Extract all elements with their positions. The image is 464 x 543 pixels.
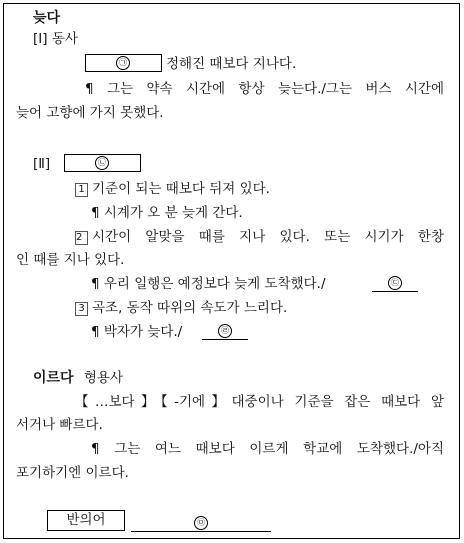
section-1-label: [Ⅰ] [33, 31, 48, 47]
section-2-label: [Ⅱ] [33, 156, 51, 172]
example-1-line-2: 늦어 고향에 가지 못했다. [16, 105, 164, 121]
sense-2-def-line-1: 시간이 알맞을 때를 지나 있다. 또는 시기가 한창 [92, 229, 444, 245]
antonym-label: 반의어 [66, 512, 106, 528]
blank-mark-2: ㉡ [95, 156, 109, 170]
example-1-line-1: ¶ 그는 약속 시간에 항상 늦는다./그는 버스 시간에 [85, 81, 444, 97]
sense-number-3: 3 [75, 302, 88, 316]
entry-2-def-line-1: 【…보다】【-기에】대중이나 기준을 잡은 때보다 앞 [75, 394, 444, 410]
entry-2-def-line-2: 서거나 빠르다. [16, 417, 103, 433]
section-1-pos: 동사 [51, 31, 78, 47]
sense-1-definition [75, 180, 270, 198]
entry-2-header [33, 369, 123, 387]
section-1-header [33, 30, 78, 48]
sense-number-1: 1 [75, 183, 88, 197]
sense-1-example: ¶ 시계가 오 분 늦게 간다. [91, 205, 243, 221]
headword-2: 이르다 [33, 370, 74, 386]
blank-mark-1: ㉠ [116, 56, 130, 70]
entry-2-example-line-1: ¶ 그는 여느 때보다 이르게 학교에 도착했다./아직 [91, 441, 444, 457]
sense-3-def-text: 곡조, 동작 따위의 속도가 느리다. [92, 300, 288, 316]
sense-2-definition [75, 228, 444, 246]
blank-mark-4: ㉣ [218, 324, 232, 338]
sense-3-example: ¶ 박자가 늦다./ [91, 324, 183, 340]
blank-mark-5: ㉤ [194, 516, 208, 530]
antonym-label-box [47, 510, 125, 531]
definition-1: 정해진 때보다 지나다. [166, 56, 297, 72]
sense-3-definition [75, 299, 287, 317]
headword-1: 늦다 [33, 10, 61, 26]
blank-mark-3: ㉢ [388, 276, 402, 290]
sense-number-2: 2 [75, 231, 88, 245]
entry-2-example-line-2: 포기하기엔 이르다. [16, 465, 129, 481]
sense-2-example: ¶ 우리 일행은 예정보다 늦게 도착했다./ [91, 276, 326, 292]
sense-2-def-line-2: 인 때를 지나 있다. [16, 252, 125, 268]
sense-1-def-text: 기준이 되는 때보다 뒤져 있다. [92, 181, 270, 197]
entry-2-pos: 형용사 [83, 370, 123, 386]
